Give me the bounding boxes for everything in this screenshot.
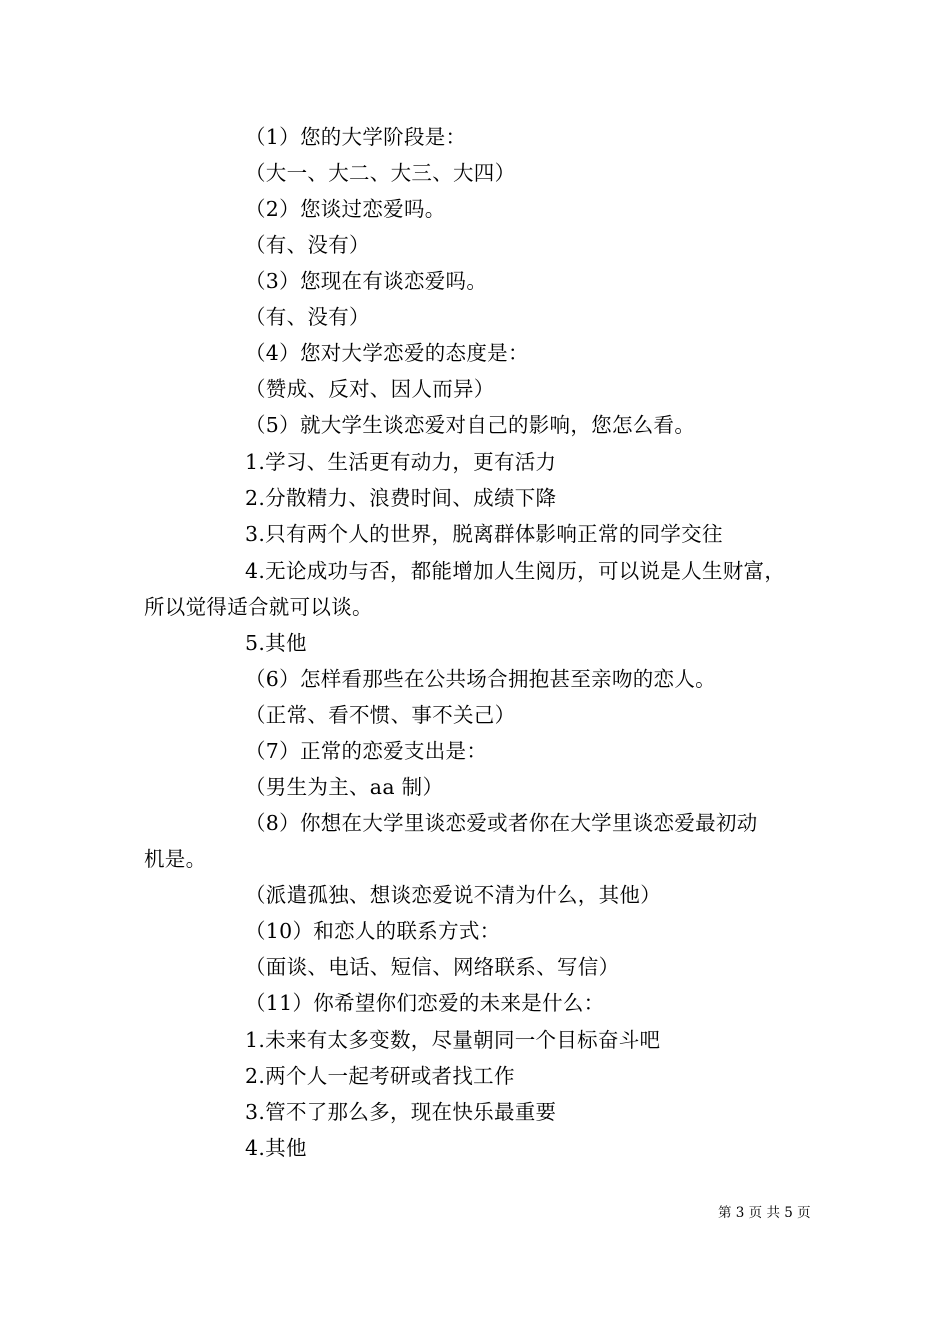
question-5: （5）就大学生谈恋爱对自己的影响，您怎么看。 <box>245 413 696 437</box>
question-2: （2）您谈过恋爱吗。 <box>245 197 446 221</box>
question-8-options: （派遣孤独、想谈恋爱说不清为什么，其他） <box>245 883 661 907</box>
question-5-option-4-continued: 所以觉得适合就可以谈。 <box>144 595 373 619</box>
question-1: （1）您的大学阶段是： <box>245 125 467 149</box>
question-8-continued: 机是。 <box>144 847 207 871</box>
question-5-option-5: 5.其他 <box>245 631 307 655</box>
question-11-option-3: 3.管不了那么多，现在快乐最重要 <box>245 1100 557 1124</box>
question-6: （6）怎样看那些在公共场合拥抱甚至亲吻的恋人。 <box>245 667 716 691</box>
question-10-options: （面谈、电话、短信、网络联系、写信） <box>245 955 620 979</box>
question-6-options: （正常、看不惯、事不关己） <box>245 703 516 727</box>
question-11-option-1: 1.未来有太多变数，尽量朝同一个目标奋斗吧 <box>245 1028 661 1052</box>
question-4-options: （赞成、反对、因人而异） <box>245 377 495 401</box>
question-11-option-4: 4.其他 <box>245 1136 307 1160</box>
question-7-options: （男生为主、aa 制） <box>245 775 444 799</box>
question-5-option-3: 3.只有两个人的世界，脱离群体影响正常的同学交往 <box>245 522 723 546</box>
question-10: （10）和恋人的联系方式： <box>245 919 501 943</box>
question-3: （3）您现在有谈恋爱吗。 <box>245 269 488 293</box>
question-8: （8）你想在大学里谈恋爱或者你在大学里谈恋爱最初动 <box>245 811 758 835</box>
question-4: （4）您对大学恋爱的态度是： <box>245 341 529 365</box>
question-1-options: （大一、大二、大三、大四） <box>245 161 516 185</box>
question-3-options: （有、没有） <box>245 305 370 329</box>
question-7: （7）正常的恋爱支出是： <box>245 739 488 763</box>
question-2-options: （有、没有） <box>245 233 370 257</box>
question-5-option-4: 4.无论成功与否，都能增加人生阅历，可以说是人生财富， <box>245 559 786 583</box>
question-5-option-2: 2.分散精力、浪费时间、成绩下降 <box>245 486 557 510</box>
question-11-option-2: 2.两个人一起考研或者找工作 <box>245 1064 515 1088</box>
question-11: （11）你希望你们恋爱的未来是什么： <box>245 991 605 1015</box>
question-5-option-1: 1.学习、生活更有动力，更有活力 <box>245 450 557 474</box>
page-number-footer: 第 3 页 共 5 页 <box>718 1205 811 1221</box>
